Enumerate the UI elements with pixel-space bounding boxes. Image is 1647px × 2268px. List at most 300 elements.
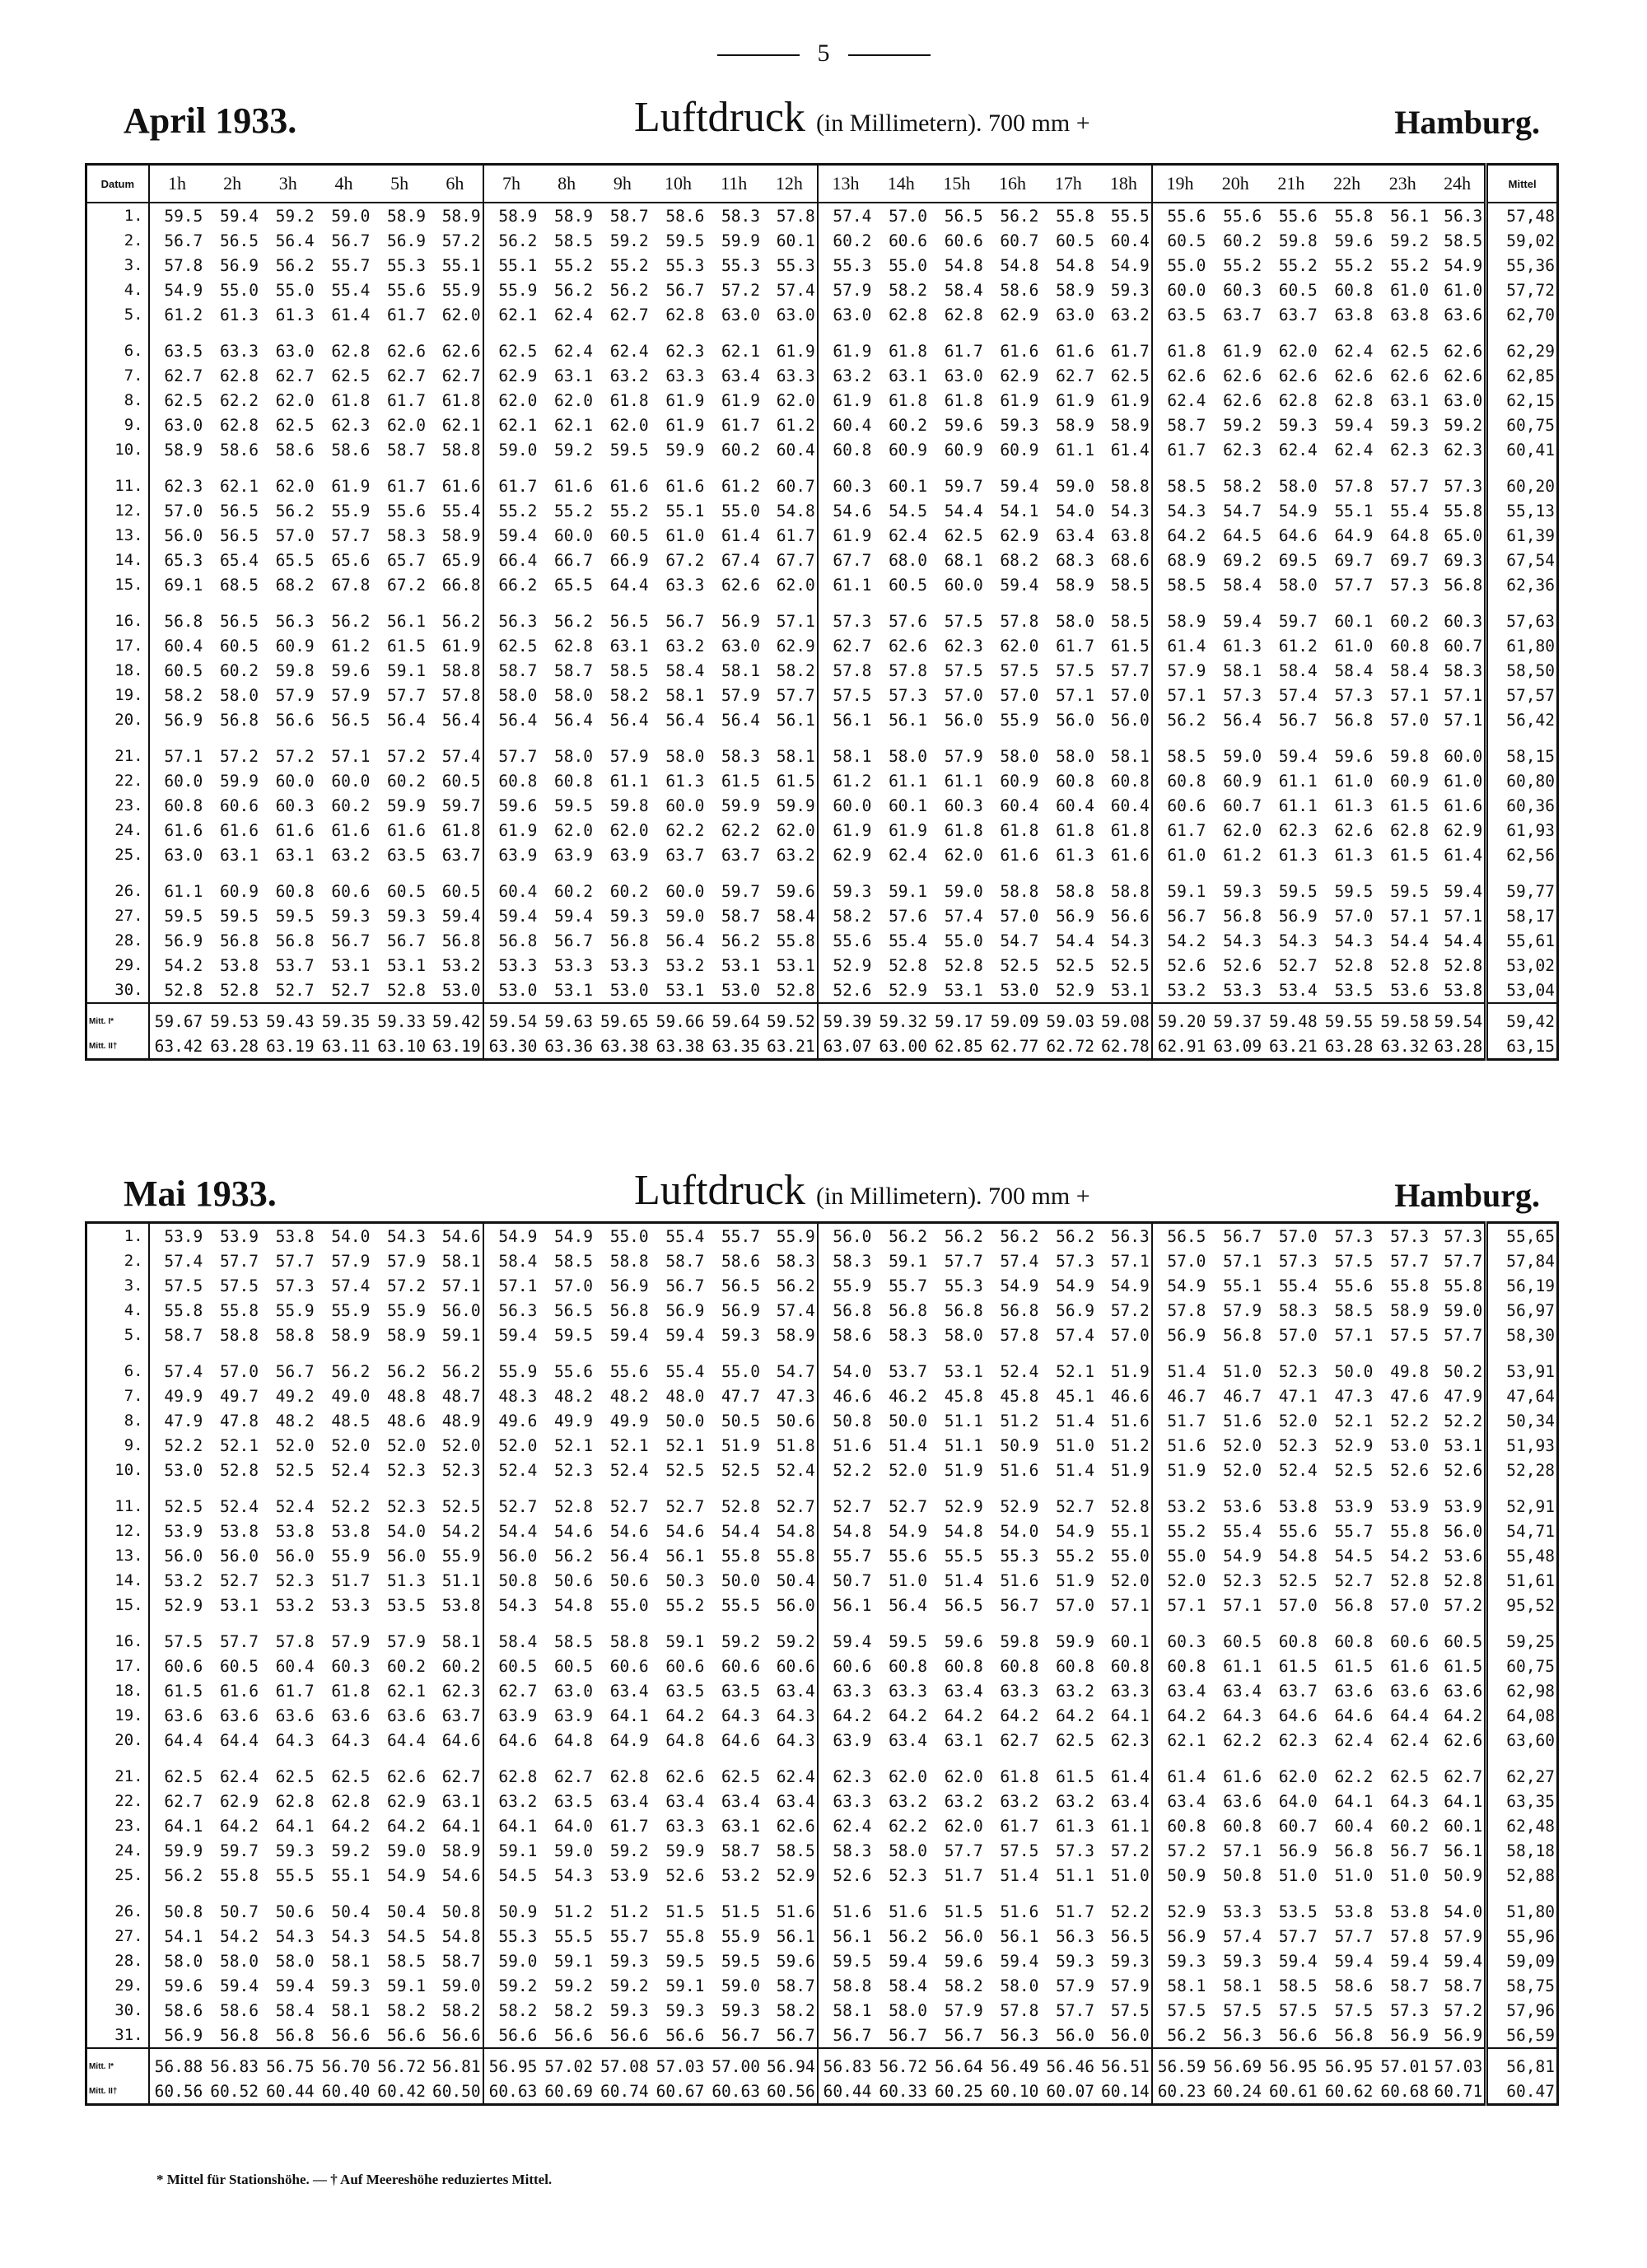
- mean-value: 60.67: [656, 2081, 705, 2101]
- pressure-value: 55.3: [387, 255, 426, 275]
- pressure-value: 56.3: [1223, 2025, 1262, 2045]
- mean-value: 59.52: [762, 1003, 818, 1034]
- pressure-value: 62.4: [889, 525, 928, 545]
- pressure-value: 60.4: [1000, 796, 1039, 815]
- pressure-value: 62.4: [833, 1816, 872, 1836]
- pressure-value: 55.6: [387, 280, 426, 300]
- pressure-value: 54.9: [889, 1521, 928, 1541]
- pressure-value: 59.1: [554, 1951, 593, 1971]
- pressure-value: 52.1: [665, 1435, 705, 1455]
- pressure-value: 59.0: [331, 206, 371, 226]
- daily-mean: 58,50: [1486, 658, 1558, 683]
- pressure-value: 58.0: [1278, 476, 1318, 496]
- pressure-value: 63.1: [1390, 390, 1430, 410]
- pressure-value: 58.9: [762, 1323, 818, 1347]
- pressure-value: 69.7: [1334, 550, 1374, 570]
- pressure-value: 65.5: [554, 575, 593, 595]
- pressure-value: 61.6: [427, 462, 483, 498]
- pressure-value: 63.6: [1390, 1681, 1430, 1701]
- pressure-value: 62.5: [1056, 1730, 1095, 1750]
- pressure-value: 54.3: [275, 1926, 315, 1946]
- daily-mean: 57,84: [1486, 1248, 1558, 1273]
- pressure-value: 55.0: [275, 280, 315, 300]
- pressure-value: 61.8: [1167, 341, 1206, 361]
- daily-mean: 55,96: [1486, 1924, 1558, 1948]
- pressure-value: 58.4: [498, 1631, 538, 1651]
- column-header-hour: 13h: [818, 165, 874, 203]
- pressure-value: 57.5: [164, 1276, 203, 1295]
- daily-mean: 56,42: [1486, 707, 1558, 732]
- pressure-value: 61.9: [665, 415, 705, 435]
- pressure-value: 59.6: [1334, 231, 1374, 250]
- pressure-value: 60.6: [1167, 796, 1206, 815]
- pressure-value: 53.2: [275, 1595, 315, 1615]
- pressure-value: 63.9: [609, 845, 649, 865]
- pressure-value: 61.9: [1000, 390, 1039, 410]
- pressure-value: 58.1: [331, 2000, 371, 2020]
- pressure-value: 63.4: [762, 1678, 818, 1703]
- pressure-value: 58.9: [498, 206, 538, 226]
- pressure-value: 62.5: [275, 415, 315, 435]
- pressure-value: 61.2: [1278, 636, 1318, 656]
- pressure-value: 51.4: [944, 1570, 983, 1590]
- pressure-value: 52.4: [275, 1496, 315, 1516]
- pressure-value: 58.8: [1056, 881, 1095, 901]
- pressure-value: 58.0: [889, 2000, 928, 2020]
- mean-value: 59.63: [539, 1003, 595, 1034]
- day-label: 23.: [86, 1813, 149, 1838]
- pressure-value: 61.2: [721, 476, 761, 496]
- pressure-value: 55.9: [498, 1361, 538, 1381]
- pressure-value: 57.2: [721, 280, 761, 300]
- pressure-value: 56.5: [220, 611, 259, 631]
- column-header-hour: 10h: [651, 165, 707, 203]
- pressure-value: 58.9: [427, 203, 483, 228]
- pressure-value: 60.0: [1444, 746, 1483, 766]
- pressure-value: 62.0: [762, 572, 818, 597]
- pressure-value: 59.4: [1444, 1951, 1483, 1971]
- pressure-value: 47.7: [721, 1386, 761, 1406]
- pressure-value: 54.6: [665, 1521, 705, 1541]
- pressure-value: 52.6: [1444, 1460, 1483, 1480]
- april-month: April 1933.: [124, 100, 297, 141]
- pressure-value: 46.7: [1167, 1386, 1206, 1406]
- pressure-value: 49.0: [331, 1386, 371, 1406]
- pressure-value: 63.4: [1223, 1681, 1262, 1701]
- pressure-value: 62.1: [427, 413, 483, 437]
- pressure-value: 60.2: [554, 881, 593, 901]
- table-row: [86, 1678, 1558, 1703]
- pressure-value: 56.9: [1444, 2025, 1483, 2045]
- pressure-value: 54.5: [498, 1865, 538, 1885]
- pressure-value: 52.8: [1444, 955, 1483, 975]
- pressure-value: 63.4: [1096, 1789, 1152, 1813]
- pressure-value: 62.5: [1390, 341, 1430, 361]
- pressure-value: 56.9: [609, 1276, 649, 1295]
- pressure-value: 63.9: [498, 1706, 538, 1725]
- pressure-value: 60.3: [1444, 611, 1483, 631]
- pressure-value: 57.9: [833, 280, 872, 300]
- pressure-value: 63.2: [833, 366, 872, 385]
- pressure-value: 57.1: [1334, 1325, 1374, 1345]
- mean-value: 63.11: [321, 1036, 371, 1056]
- daily-mean: 59,09: [1486, 1948, 1558, 1973]
- pressure-value: 46.6: [1096, 1384, 1152, 1408]
- april-title: Luftdruck (in Millimetern). 700 mm +: [634, 94, 1090, 141]
- pressure-value: 55.4: [1223, 1521, 1262, 1541]
- pressure-value: 52.9: [1000, 1496, 1039, 1516]
- pressure-value: 59.5: [220, 906, 259, 926]
- pressure-value: 64.8: [1390, 525, 1430, 545]
- pressure-value: 60.5: [220, 1656, 259, 1676]
- pressure-value: 67.4: [721, 550, 761, 570]
- pressure-value: 55.5: [1096, 203, 1152, 228]
- pressure-value: 56.5: [220, 501, 259, 520]
- pressure-value: 63.9: [554, 845, 593, 865]
- pressure-value: 62.8: [889, 305, 928, 324]
- pressure-value: 57.5: [1390, 1325, 1430, 1345]
- mean-value: 57.03: [1430, 2048, 1486, 2079]
- pressure-value: 55.8: [762, 1543, 818, 1568]
- pressure-value: 57.5: [1000, 660, 1039, 680]
- pressure-value: 58.7: [427, 1948, 483, 1973]
- pressure-value: 59.1: [889, 1251, 928, 1271]
- pressure-value: 60.2: [427, 1654, 483, 1678]
- pressure-value: 57.0: [275, 525, 315, 545]
- pressure-value: 57.3: [1390, 2000, 1430, 2020]
- pressure-value: 60.5: [554, 1656, 593, 1676]
- pressure-value: 62.8: [944, 305, 983, 324]
- pressure-value: 62.6: [1334, 366, 1374, 385]
- pressure-value: 61.3: [1056, 845, 1095, 865]
- pressure-value: 58.4: [1223, 575, 1262, 595]
- pressure-value: 58.7: [721, 906, 761, 926]
- pressure-value: 52.3: [1223, 1570, 1262, 1590]
- mean-row-sea-level: [86, 2079, 1558, 2105]
- pressure-value: 52.5: [721, 1460, 761, 1480]
- pressure-value: 51.7: [944, 1865, 983, 1885]
- pressure-value: 53.0: [1000, 980, 1039, 1000]
- pressure-value: 53.1: [762, 953, 818, 978]
- pressure-value: 58.4: [889, 1976, 928, 1995]
- pressure-value: 60.0: [665, 796, 705, 815]
- mean-value: 60.40: [321, 2081, 371, 2101]
- mean-value: 60.44: [823, 2081, 872, 2101]
- pressure-value: 55.7: [833, 1546, 872, 1566]
- pressure-value: 63.4: [665, 1791, 705, 1811]
- pressure-value: 55.6: [554, 1361, 593, 1381]
- pressure-value: 58.3: [721, 746, 761, 766]
- pressure-value: 56.4: [665, 931, 705, 950]
- pressure-value: 69.2: [1223, 550, 1262, 570]
- table-row: [86, 302, 1558, 327]
- daily-mean: 62,56: [1486, 842, 1558, 867]
- daily-mean: 58,30: [1486, 1323, 1558, 1347]
- pressure-value: 52.1: [609, 1435, 649, 1455]
- pressure-value: 63.5: [665, 1681, 705, 1701]
- pressure-value: 60.0: [665, 881, 705, 901]
- pressure-value: 55.2: [609, 255, 649, 275]
- pressure-value: 59.8: [1278, 231, 1318, 250]
- pressure-value: 55.6: [889, 1546, 928, 1566]
- pressure-value: 58.6: [220, 2000, 259, 2020]
- pressure-value: 62.6: [387, 1766, 426, 1786]
- pressure-value: 59.4: [833, 1631, 872, 1651]
- pressure-value: 63.2: [1000, 1791, 1039, 1811]
- pressure-value: 63.6: [164, 1706, 203, 1725]
- mean-value: 59.09: [985, 1003, 1041, 1034]
- pressure-value: 53.1: [1096, 978, 1152, 1003]
- mean-row-station: [86, 2048, 1558, 2079]
- pressure-value: 59.3: [1223, 1951, 1262, 1971]
- pressure-value: 54.2: [427, 1519, 483, 1543]
- pressure-value: 54.8: [554, 1595, 593, 1615]
- pressure-value: 59.2: [609, 1841, 649, 1860]
- pressure-value: 60.7: [762, 462, 818, 498]
- pressure-value: 55.0: [944, 931, 983, 950]
- pressure-value: 58.9: [1056, 280, 1095, 300]
- column-header-hour: 24h: [1430, 165, 1486, 203]
- pressure-value: 58.1: [427, 1248, 483, 1273]
- pressure-value: 62.1: [498, 305, 538, 324]
- pressure-value: 60.1: [1096, 1617, 1152, 1654]
- pressure-value: 63.4: [609, 1681, 649, 1701]
- pressure-value: 56.9: [665, 1300, 705, 1320]
- pressure-value: 53.3: [609, 955, 649, 975]
- pressure-value: 55.8: [1390, 1521, 1430, 1541]
- pressure-value: 56.2: [1000, 206, 1039, 226]
- pressure-value: 62.7: [387, 366, 426, 385]
- table-row: [86, 1973, 1558, 1998]
- pressure-value: 60.6: [721, 1656, 761, 1676]
- pressure-value: 62.8: [275, 1791, 315, 1811]
- column-header-hour: 9h: [595, 165, 651, 203]
- pressure-value: 58.9: [387, 206, 426, 226]
- pressure-value: 62.5: [275, 1766, 315, 1786]
- table-row: [86, 1433, 1558, 1458]
- pressure-value: 62.9: [762, 633, 818, 658]
- pressure-value: 52.7: [220, 1570, 259, 1590]
- pressure-value: 50.6: [275, 1902, 315, 1921]
- pressure-value: 57.9: [721, 685, 761, 705]
- pressure-value: 56.8: [427, 928, 483, 953]
- pressure-value: 56.7: [1000, 1595, 1039, 1615]
- day-label: 8.: [86, 388, 149, 413]
- pressure-value: 60.8: [1096, 768, 1152, 793]
- pressure-value: 58.4: [762, 903, 818, 928]
- pressure-value: 52.6: [1167, 955, 1206, 975]
- pressure-value: 55.9: [427, 278, 483, 302]
- pressure-value: 62.8: [220, 415, 259, 435]
- pressure-value: 52.2: [833, 1460, 872, 1480]
- pressure-value: 56.0: [1056, 710, 1095, 730]
- pressure-value: 62.1: [1167, 1730, 1206, 1750]
- pressure-value: 54.9: [1167, 1276, 1206, 1295]
- pressure-value: 60.4: [498, 881, 538, 901]
- pressure-value: 62.6: [1390, 366, 1430, 385]
- pressure-value: 56.7: [275, 1361, 315, 1381]
- daily-mean: 95,52: [1486, 1593, 1558, 1617]
- pressure-value: 58.1: [665, 685, 705, 705]
- pressure-value: 56.5: [331, 710, 371, 730]
- pressure-value: 56.4: [609, 1546, 649, 1566]
- pressure-value: 55.6: [387, 501, 426, 520]
- pressure-value: 57.0: [554, 1276, 593, 1295]
- pressure-value: 64.6: [1334, 1706, 1374, 1725]
- pressure-value: 52.9: [889, 980, 928, 1000]
- pressure-value: 56.9: [387, 231, 426, 250]
- pressure-value: 61.6: [220, 1681, 259, 1701]
- pressure-value: 63.0: [164, 845, 203, 865]
- daily-mean: 51,61: [1486, 1568, 1558, 1593]
- table-row: [86, 413, 1558, 437]
- mean-value: 59.64: [706, 1003, 762, 1034]
- mean-value: 59.66: [651, 1003, 707, 1034]
- pressure-value: 61.1: [609, 771, 649, 791]
- pressure-value: 56.3: [1096, 1223, 1152, 1249]
- pressure-value: 57.4: [164, 1361, 203, 1381]
- pressure-value: 52.9: [1334, 1435, 1374, 1455]
- table-row: [86, 928, 1558, 953]
- pressure-value: 56.3: [1000, 2025, 1039, 2045]
- pressure-value: 62.1: [220, 476, 259, 496]
- pressure-value: 52.3: [1278, 1435, 1318, 1455]
- pressure-value: 51.1: [944, 1435, 983, 1455]
- pressure-value: 59.0: [665, 906, 705, 926]
- pressure-value: 61.8: [427, 818, 483, 842]
- pressure-value: 62.4: [1167, 390, 1206, 410]
- pressure-value: 52.9: [164, 1595, 203, 1615]
- pressure-value: 55.2: [554, 255, 593, 275]
- pressure-value: 59.1: [427, 1323, 483, 1347]
- pressure-value: 53.8: [220, 955, 259, 975]
- pressure-value: 62.7: [1000, 1730, 1039, 1750]
- daily-mean: 60,36: [1486, 793, 1558, 818]
- daily-mean: 60,41: [1486, 437, 1558, 462]
- pressure-value: 57.8: [1390, 1926, 1430, 1946]
- pressure-value: 51.0: [1334, 1865, 1374, 1885]
- mean-value: 60.62: [1324, 2081, 1374, 2101]
- pressure-value: 56.0: [1056, 2025, 1095, 2045]
- pressure-value: 59.6: [331, 660, 371, 680]
- mean-value: 60.42: [377, 2081, 426, 2101]
- pressure-value: 63.3: [665, 575, 705, 595]
- pressure-value: 62.5: [944, 525, 983, 545]
- pressure-value: 58.0: [1278, 575, 1318, 595]
- daily-mean: 52,28: [1486, 1458, 1558, 1482]
- pressure-value: 58.7: [1390, 1976, 1430, 1995]
- pressure-value: 64.6: [1278, 1706, 1318, 1725]
- pressure-value: 60.8: [498, 771, 538, 791]
- pressure-value: 54.1: [164, 1926, 203, 1946]
- pressure-value: 61.5: [1444, 1656, 1483, 1676]
- pressure-value: 58.3: [833, 1251, 872, 1271]
- pressure-value: 60.8: [889, 1656, 928, 1676]
- pressure-value: 52.8: [1390, 1570, 1430, 1590]
- day-label: 25.: [86, 1863, 149, 1888]
- pressure-value: 51.2: [554, 1902, 593, 1921]
- daily-mean: 63,60: [1486, 1728, 1558, 1752]
- pressure-value: 59.6: [944, 1631, 983, 1651]
- pressure-value: 50.4: [331, 1902, 371, 1921]
- daily-mean: 57,63: [1486, 597, 1558, 633]
- pressure-value: 64.5: [1223, 525, 1262, 545]
- mean-value: 59.48: [1263, 1003, 1319, 1034]
- mean-value: 63.30: [488, 1036, 538, 1056]
- pressure-value: 57.8: [1000, 611, 1039, 631]
- pressure-value: 52.2: [164, 1435, 203, 1455]
- pressure-value: 59.7: [220, 1841, 259, 1860]
- pressure-value: 58.0: [944, 1325, 983, 1345]
- pressure-value: 54.3: [1334, 931, 1374, 950]
- pressure-value: 60.5: [609, 525, 649, 545]
- pressure-value: 55.7: [331, 255, 371, 275]
- pressure-value: 59.4: [1334, 415, 1374, 435]
- pressure-value: 59.3: [1223, 881, 1262, 901]
- pressure-value: 58.4: [1334, 660, 1374, 680]
- pressure-value: 61.3: [220, 305, 259, 324]
- pressure-value: 61.8: [889, 390, 928, 410]
- pressure-value: 57.5: [1334, 1251, 1374, 1271]
- pressure-value: 63.2: [609, 366, 649, 385]
- pressure-value: 64.2: [387, 1816, 426, 1836]
- pressure-value: 62.9: [220, 1791, 259, 1811]
- pressure-value: 61.7: [721, 415, 761, 435]
- pressure-value: 58.5: [554, 1631, 593, 1651]
- daily-mean: 55,36: [1486, 253, 1558, 278]
- pressure-value: 52.5: [1334, 1460, 1374, 1480]
- pressure-value: 52.2: [1390, 1411, 1430, 1430]
- pressure-value: 61.5: [1390, 845, 1430, 865]
- pressure-value: 58.9: [1056, 575, 1095, 595]
- pressure-value: 53.3: [498, 955, 538, 975]
- pressure-value: 57.3: [1390, 1226, 1430, 1246]
- pressure-value: 63.0: [164, 415, 203, 435]
- pressure-value: 57.8: [1000, 2000, 1039, 2020]
- pressure-value: 58.9: [1167, 611, 1206, 631]
- pressure-value: 48.2: [275, 1411, 315, 1430]
- pressure-value: 55.0: [220, 280, 259, 300]
- pressure-value: 57.5: [944, 660, 983, 680]
- pressure-value: 57.4: [1278, 685, 1318, 705]
- pressure-value: 59.5: [164, 206, 203, 226]
- pressure-value: 64.2: [220, 1816, 259, 1836]
- pressure-value: 53.4: [1278, 980, 1318, 1000]
- mean-value: 60.52: [210, 2081, 259, 2101]
- pressure-value: 61.8: [889, 341, 928, 361]
- pressure-value: 55.7: [721, 1226, 761, 1246]
- pressure-value: 54.9: [164, 280, 203, 300]
- pressure-value: 56.9: [1278, 1841, 1318, 1860]
- pressure-value: 59.9: [164, 1841, 203, 1860]
- pressure-value: 56.4: [275, 231, 315, 250]
- pressure-value: 61.5: [387, 636, 426, 656]
- pressure-value: 59.6: [762, 867, 818, 903]
- pressure-value: 54.9: [387, 1865, 426, 1885]
- pressure-value: 56.8: [164, 611, 203, 631]
- pressure-value: 46.2: [889, 1386, 928, 1406]
- pressure-value: 59.3: [1390, 415, 1430, 435]
- pressure-value: 63.2: [1056, 1681, 1095, 1701]
- daily-mean: 61,39: [1486, 523, 1558, 548]
- pressure-value: 65.6: [331, 550, 371, 570]
- pressure-value: 52.7: [833, 1496, 872, 1516]
- column-header-hour: 12h: [762, 165, 818, 203]
- pressure-value: 59.9: [665, 440, 705, 460]
- pressure-value: 59.2: [609, 231, 649, 250]
- daily-mean: 60,20: [1486, 462, 1558, 498]
- mean-value: 59.32: [873, 1003, 929, 1034]
